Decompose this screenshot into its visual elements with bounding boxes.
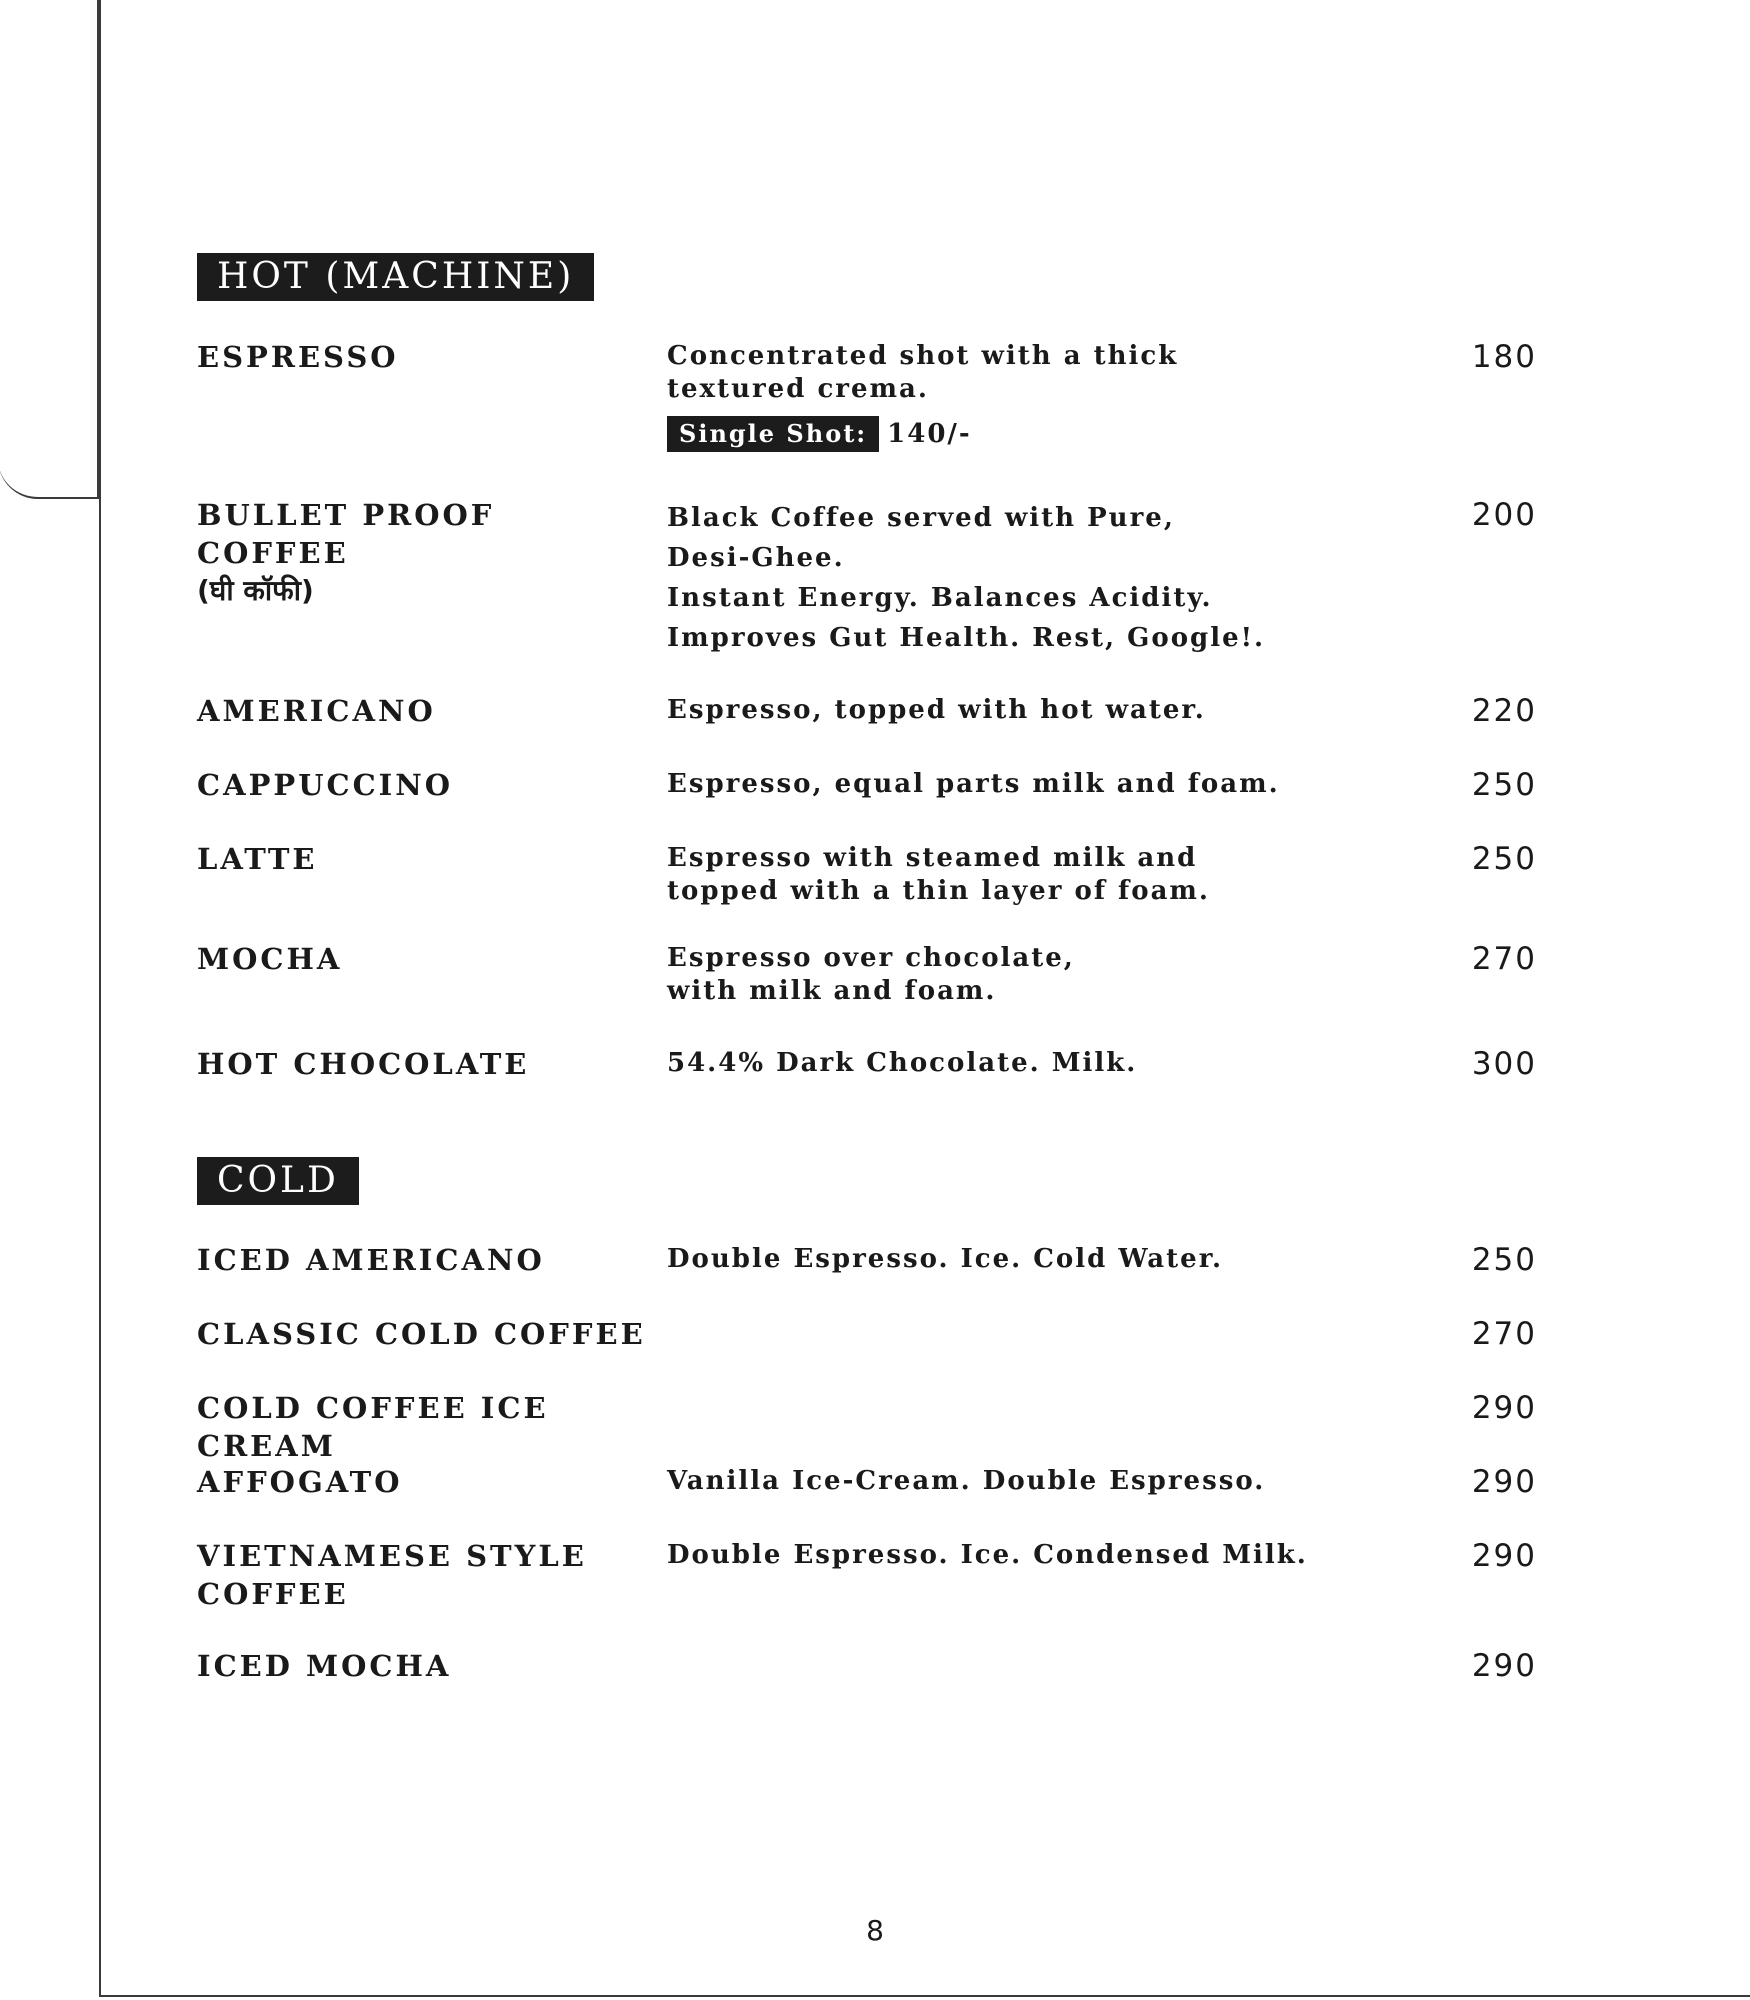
desc-line: 54.4% Dark Chocolate. Milk. <box>667 1048 1138 1078</box>
desc-line: topped with a thin layer of foam. <box>667 876 1210 906</box>
item-name: HOT CHOCOLATE <box>197 1047 530 1081</box>
desc-line: Espresso over chocolate, <box>667 943 1075 973</box>
item-price: 180 <box>1471 339 1537 375</box>
item-description <box>667 1539 1347 1572</box>
item-name: CAPPUCCINO <box>197 768 453 802</box>
desc-line: with milk and foam. <box>667 976 997 1006</box>
item-price: 250 <box>1471 841 1537 877</box>
item-name: ICED MOCHA <box>197 1649 452 1683</box>
item-description <box>667 768 1347 801</box>
desc-line: Concentrated shot with a thick <box>667 341 1179 371</box>
desc-line: Espresso, equal parts milk and foam. <box>667 769 1280 799</box>
item-name: AMERICANO <box>197 694 436 728</box>
item-price: 300 <box>1471 1046 1537 1082</box>
desc-line: Espresso with steamed milk and <box>667 843 1198 873</box>
item-description <box>667 340 1347 452</box>
item-price: 250 <box>1471 767 1537 803</box>
item-name: CLASSIC COLD COFFEE <box>197 1317 646 1351</box>
page-tab-edge <box>0 0 99 499</box>
item-description <box>667 842 1347 908</box>
item-name-line: COFFEE <box>197 1577 349 1611</box>
desc-line: Improves Gut Health. Rest, Google!. <box>667 623 1266 653</box>
page-border-bottom <box>99 1995 1750 1997</box>
desc-line: Vanilla Ice-Cream. Double Espresso. <box>667 1466 1266 1496</box>
item-price: 290 <box>1471 1648 1537 1684</box>
item-name-line: BULLET PROOF COFFEE <box>197 498 495 570</box>
desc-line: Espresso, topped with hot water. <box>667 695 1206 725</box>
desc-line: textured crema. <box>667 374 929 404</box>
single-shot-price: 140/- <box>887 419 972 449</box>
item-description <box>667 694 1347 727</box>
item-name <box>197 1537 647 1613</box>
item-price: 250 <box>1471 1242 1537 1278</box>
item-description <box>667 1465 1347 1498</box>
desc-line: Double Espresso. Ice. Condensed Milk. <box>667 1540 1308 1570</box>
item-price: 290 <box>1471 1464 1537 1500</box>
item-price: 200 <box>1471 497 1537 533</box>
desc-line: Double Espresso. Ice. Cold Water. <box>667 1244 1224 1274</box>
item-name-line: VIETNAMESE STYLE <box>197 1539 587 1573</box>
item-price: 270 <box>1471 1316 1537 1352</box>
page-number: 8 <box>866 1914 884 1947</box>
item-description <box>667 1243 1347 1276</box>
item-description <box>667 498 1347 658</box>
item-name: ESPRESSO <box>197 340 399 374</box>
item-price: 270 <box>1471 941 1537 977</box>
item-price: 220 <box>1471 693 1537 729</box>
section-title-hot: HOT (MACHINE) <box>197 253 594 301</box>
item-description <box>667 1047 1347 1080</box>
item-price: 290 <box>1471 1390 1537 1426</box>
item-name: MOCHA <box>197 942 343 976</box>
desc-line: Instant Energy. Balances Acidity. <box>667 583 1213 613</box>
item-name-hindi: (घी कॉफी) <box>197 574 314 607</box>
item-description <box>667 942 1347 1008</box>
item-price: 290 <box>1471 1538 1537 1574</box>
desc-line: Desi-Ghee. <box>667 543 845 573</box>
section-title-cold: COLD <box>197 1157 359 1205</box>
item-name: COLD COFFEE ICE CREAM <box>197 1391 549 1463</box>
desc-line: Black Coffee served with Pure, <box>667 503 1175 533</box>
single-shot-note <box>667 416 1347 452</box>
item-name <box>197 496 647 610</box>
item-name: ICED AMERICANO <box>197 1243 545 1277</box>
item-name: LATTE <box>197 842 318 876</box>
item-name: AFFOGATO <box>197 1465 403 1499</box>
single-shot-label: Single Shot: <box>667 416 879 452</box>
page-border-left <box>99 0 101 1996</box>
